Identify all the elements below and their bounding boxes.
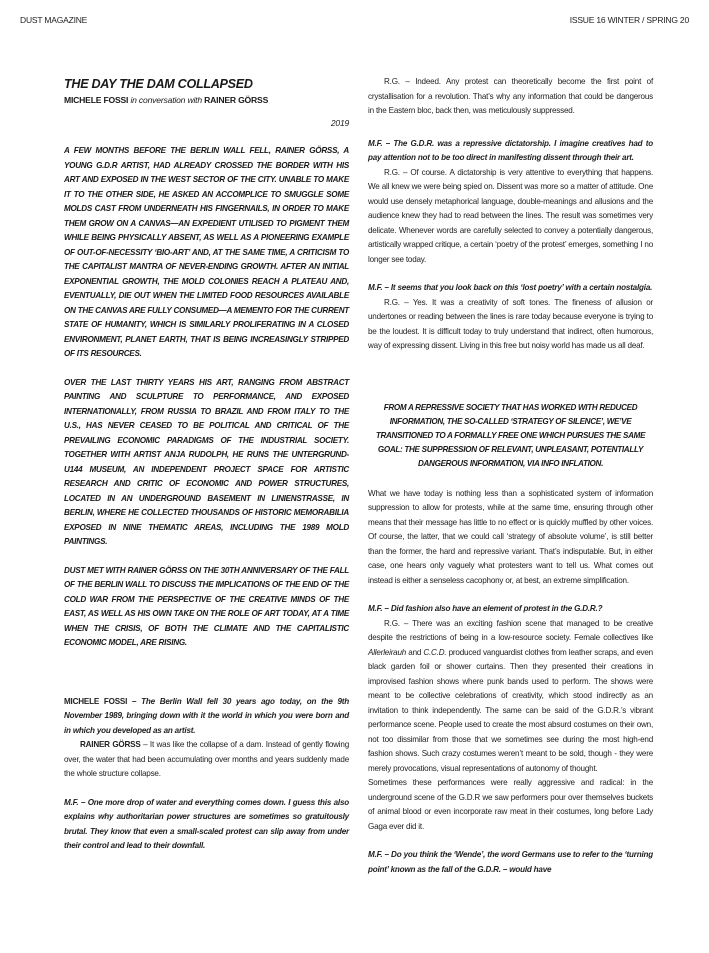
article-title: THE DAY THE DAM COLLAPSED (64, 77, 253, 91)
answer-text: R.G. – There was an exciting fashion scene that managed to be creative despite the restrictions of being in a low-resource society. Female collectives like (368, 618, 653, 642)
interview-question (64, 695, 349, 739)
magazine-name: DUST MAGAZINE (20, 15, 88, 25)
left-column (64, 75, 349, 854)
right-column (368, 75, 653, 877)
interview-question: M.F. – The G.D.R. was a repressive dictatorship. I imagine creatives had to pay attention not to be too direct in manifesting dissent through their art. (368, 138, 653, 162)
byline-author: MICHELE FOSSI (64, 95, 129, 105)
speaker-name: MICHELE FOSSI (64, 696, 128, 706)
intro-paragraph: OVER THE LAST THIRTY YEARS HIS ART, RANGING FROM ABSTRACT PAINTING AND SCULPTURE TO PERFORMANCE, AND EXPOSED INTERNATIONALLY, FROM RUSSIA TO BRAZIL AND FROM ITALY TO THE U.S., HAS NEVER CEASED TO BE POLITICAL AND CRITICAL OF THE PREVAILING ECONOMIC PARADIGMS OF THE INDUSTRIAL SOCIETY. TOGETHER WITH ARTIST ANJA RUDOLPH, HE RUNS THE UNTERGRUND-U144 MUSEUM, AN INDEPENDENT PROJECT SPACE FOR ARTISTIC RESEARCH AND CRITIC OF ECONOMIC AND POWER STRUCTURES, LOCATED IN AN UNDERGROUND BASEMENT IN LINIENSTRASSE, IN BERLIN, WHERE HE COLLECTED THOUSANDS OF HISTORIC MEMORABILIA EXPOSED IN NINE THEMATIC AREAS, INCLUDING THE 1989 MOLD PAINTINGS. (64, 377, 349, 546)
interview-question: M.F. – One more drop of water and everything comes down. I guess this also explains why authoritarian power structures are sometimes so gratuitously brutal. They know that even a small-scaled protest can slip away from under their control and lead to their downfall. (64, 797, 349, 850)
answer-text: and (406, 647, 424, 657)
interview-answer (64, 738, 349, 782)
speaker-name: RAINER GÖRSS (80, 740, 141, 749)
pull-quote: FROM A REPRESSIVE SOCIETY THAT HAS WORKED WITH REDUCED INFORMATION, THE SO-CALLED ‘STRATEGY OF SILENCE’, WE’VE TRANSITIONED TO A FORMALLY FREE ONE WHICH PURSUES THE SAME GOAL: THE SUPPRESSION OF RELEVANT, UNPLEASANT, POTENTIALLY DANGEROUS INFORMATION, VIA INFO INFLATION. (375, 402, 646, 468)
interview-question: M.F. – Do you think the ‘Wende’, the word Germans use to refer to the ‘turning point’ known as the fall of the G.D.R. – would have (368, 850, 653, 874)
collective-name: Allerleirauh (368, 647, 407, 657)
answer-text: – It was like the collapse of a dam. Instead of gently flowing over, the water that had been accumulating over months and years suddenly made the whole structure collapse. (64, 740, 349, 778)
interview-answer: R.G. – Indeed. Any protest can theoretically become the first point of crystallisation for a revolution. That’s why any information that could be dangerous in the Eastern bloc, back then, was meticulously suppressed. (368, 77, 653, 115)
interview-answer: Sometimes these performances were really aggressive and radical: in the underground scene of the G.D.R we saw performers pour over themselves buckets of animal blood or even incorporate raw meat in their costumes, long before Lady Gaga ever did it. (368, 778, 653, 831)
byline (64, 94, 349, 106)
issue-label: ISSUE 16 WINTER / SPRING 20 (569, 15, 689, 25)
interview-question: M.F. – Did fashion also have an element of protest in the G.D.R.? (368, 604, 603, 613)
question-text: – The Berlin Wall fell 30 years ago today, on the 9th November 1989, bringing down with it the world in which you were born and in which you developed as an artist. (64, 696, 349, 735)
byline-subject: RAINER GÖRSS (204, 95, 269, 105)
collective-name: C.C.D. (423, 647, 447, 657)
interview-answer: What we have today is nothing less than a sophisticated system of information suppression to allow for protests, while at the same time, ensuring through other means that their message has little to no effect or is quickly muffled by other voices. Of course, the latter, that we could call ‘strategy of absolute volume’, is still better than the former, the hard and repressive variant. That’s indisputable. But, in either case, one hears only vaguely what protesters want to tell us. What comes out instead is either a senseless cacophony or, at best, an extreme simplification. (368, 488, 653, 585)
intro-paragraph: DUST MET WITH RAINER GÖRSS ON THE 30TH ANNIVERSARY OF THE FALL OF THE BERLIN WALL TO DISCUSS THE IMPLICATIONS OF THE END OF THE COLD WAR FROM THE PERSPECTIVE OF THE CREATIVE MINDS OF THE EAST, AS WELL AS HIS OWN TAKE ON THE ROLE OF ART TODAY, AT A TIME WHEN THE CRISIS, OF BOTH THE CLIMATE AND THE CAPITALISTIC ECONOMIC MODEL, ARE RISING. (64, 565, 349, 647)
answer-text: produced vanguardist clothes from leather scraps, and even black garden foil or shower curtains. Then they presented their creations in improvised fashion shows where punk bands used to perform. The shows were meant to be collective celebrations of creativity, which stood indirectly as an invitation to think independently. The same can be said of the G.D.R.’s vibrant performance scene. People used to create the most absurd costumes on their own, not too dissimilar from those that we sometimes see during the most high-end fashion shows. Such crazy costumes weren’t meant to be sold, though - they were merely provocations, visual representations of autonomy of thought. (368, 647, 653, 773)
byline-connector: in conversation with (130, 95, 202, 105)
article-year: 2019 (330, 118, 349, 128)
interview-answer (368, 617, 653, 777)
interview-answer: R.G. – Of course. A dictatorship is very attentive to everything that happens. We all knew we were being spied on. Dissent was more so a matter of attitude. One would use densely metaphorical language, double-meanings and allusions and the audience knew they had to read between the lines. The result was sometimes very delicate. Whenever words are carefully selected to convey a potentially dangerous, artistically wrapped critique, a certain ‘poetry of the protest’ emerges, something I no longer see today. (368, 167, 653, 264)
intro-paragraph: A FEW MONTHS BEFORE THE BERLIN WALL FELL, RAINER GÖRSS, A YOUNG G.D.R ARTIST, HAD ALREADY CROSSED THE BORDER WITH HIS ART AND EXPOSED IN THE WEST SECTOR OF THE CITY. UNABLE TO MAKE IT TO THE OTHER SIDE, HE ASKED AN ACCOMPLICE TO SMUGGLE SOME MOLDS CAST FROM UNDERNEATH HIS FINGERNAILS, IN ORDER TO MAKE THEM GROW ON A CANVAS—AN EXPEDIENT UTILISED TO PIGMENT THEM WHILE BEING PHYSICALLY ABSENT, AS WELL AS A PIONEERING EXAMPLE OF OUT-OF-NECESSITY ‘BIO-ART’ AND, AT THE SAME TIME, A CRITICISM TO THE CAPITALIST MANTRA OF NEVER-ENDING GROWTH. AFTER AN INITIAL EXPONENTIAL GROWTH, THE MOLD COLONIES REACH A PLATEAU AND, EVENTUALLY, DIE OUT WHEN THE LIMITED FOOD RESOURCES AVAILABLE ON THE CANVAS ARE FULLY CONSUMED—A MEMENTO FOR THE CURRENT STATE OF HUMANITY, WHICH IS SIMILARLY PROLIFERATING IN A CLOSED ENVIRONMENT, PLANET EARTH, THAT IS BEING INCREASINGLY STRIPPED OF ITS RESOURCES. (64, 146, 349, 358)
interview-question: M.F. – It seems that you look back on this ‘lost poetry’ with a certain nostalgia. (368, 283, 653, 292)
interview-answer: R.G. – Yes. It was a creativity of soft tones. The fineness of allusion or undertones or reading between the lines is rare today because everyone is trying to be the loudest. It is difficult today to truly understand that indirect, often humorous, way of expressing dissent. Living in this free but noisy world has made us all deaf. (368, 297, 653, 350)
